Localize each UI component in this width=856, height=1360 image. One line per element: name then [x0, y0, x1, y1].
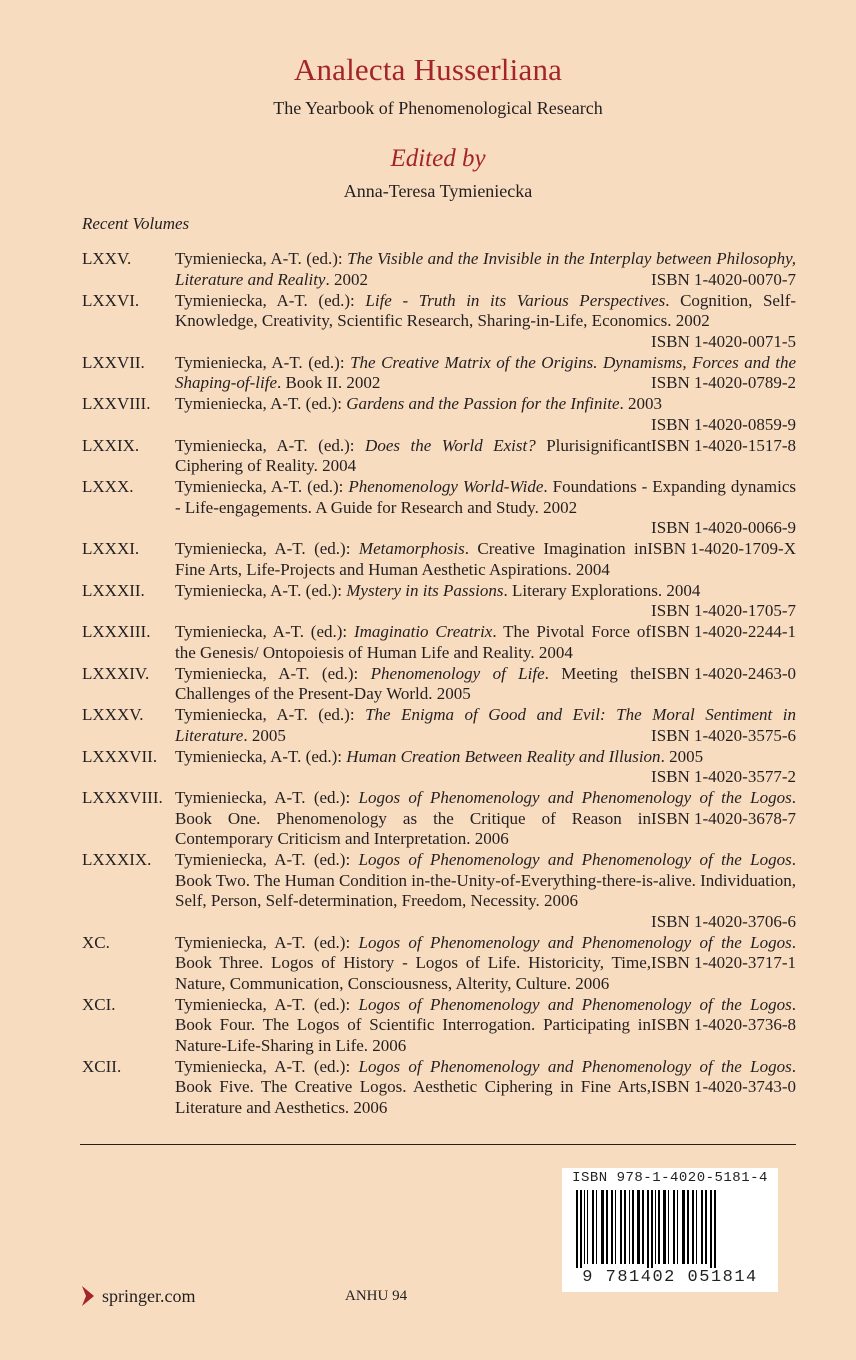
- volume-number: LXXXIX.: [82, 850, 152, 869]
- series-subtitle: The Yearbook of Phenomenological Research: [273, 98, 603, 118]
- volume-details: . 2003: [619, 394, 663, 413]
- volume-entry: [82, 705, 796, 746]
- volume-number: LXXVI.: [82, 290, 140, 310]
- volume-number: LXXV.: [82, 249, 132, 268]
- volume-author: Tymieniecka, A-T. (ed.):: [175, 435, 355, 455]
- volume-description: [175, 539, 796, 580]
- volume-isbn: ISBN 1-4020-0070-7: [651, 269, 796, 289]
- volume-entry: [82, 539, 796, 580]
- volume-title: Logos of Phenomenology and Phenomenology of the Logos: [358, 994, 792, 1014]
- volume-isbn: ISBN 1-4020-0859-9: [651, 414, 796, 434]
- volume-details: . Meeting the Challenges of the Present-Day World. 2005: [175, 663, 652, 703]
- volume-description: [175, 788, 796, 850]
- volume-number: LXXXIII.: [82, 622, 151, 641]
- volume-entry: [82, 291, 796, 353]
- volume-title: Mystery in its Passions: [346, 580, 504, 600]
- volume-number: LXXX.: [82, 477, 134, 496]
- volume-entry: [82, 747, 796, 788]
- volume-title: Metamorphosis: [358, 539, 465, 558]
- volume-author: Tymieniecka, A-T. (ed.):: [175, 580, 343, 600]
- volume-list: [82, 249, 796, 1119]
- volume-details: . Cognition, Self-Knowledge, Creativity, Scientific Research, Sharing-in-Life, Economics. 2002: [175, 290, 797, 330]
- volume-title: Life - Truth in its Various Perspectives: [365, 290, 666, 310]
- series-code: ANHU 94: [345, 1288, 408, 1304]
- divider: [80, 1144, 796, 1145]
- volume-details: . 2005: [660, 746, 704, 766]
- volume-isbn: ISBN 1-4020-3717-1: [651, 953, 796, 972]
- volume-isbn: ISBN 1-4020-3575-6: [651, 725, 796, 745]
- volume-entry: [82, 394, 796, 435]
- volume-isbn: ISBN 1-4020-0789-2: [651, 373, 796, 392]
- volume-isbn: ISBN 1-4020-2244-1: [651, 622, 796, 641]
- volume-number: LXXVIII.: [82, 394, 151, 413]
- barcode-digits: 9 781402 051814: [562, 1268, 778, 1287]
- volume-details: . 2005: [243, 725, 286, 745]
- volume-details: . Book Three. Logos of History - Logos of Life. Historicity, Time, Nature, Communication, Consciousness, Alterity, Culture. 2006: [175, 932, 797, 993]
- volume-number: XC.: [82, 932, 110, 952]
- volume-description: [175, 353, 796, 394]
- editor-name: Anna-Teresa Tymieniecka: [343, 181, 533, 201]
- volume-isbn: ISBN 1-4020-0071-5: [651, 331, 796, 351]
- volume-author: Tymieniecka, A-T. (ed.):: [175, 788, 351, 807]
- volume-number: LXXXVII.: [82, 746, 158, 766]
- volume-entry: [82, 353, 796, 394]
- publisher-url[interactable]: springer.com: [102, 1285, 196, 1306]
- volume-author: Tymieniecka, A-T. (ed.):: [175, 622, 348, 641]
- recent-volumes-label: Recent Volumes: [82, 214, 190, 233]
- volume-entry: [82, 436, 796, 477]
- volume-description: [175, 622, 796, 663]
- volume-isbn: ISBN 1-4020-3736-8: [651, 1015, 796, 1034]
- volume-details: . Book Two. The Human Condition in-the-Unity-of-Everything-there-is-alive. Individuation, Self, Person, Self-determination, Freedom, Necessity. 2006: [175, 850, 797, 910]
- volume-details: . Book Five. The Creative Logos. Aesthetic Ciphering in Fine Arts, Literature and Aesthetics. 2006: [175, 1056, 797, 1117]
- volume-author: Tymieniecka, A-T. (ed.):: [175, 290, 355, 310]
- volume-details: . Creative Imagination in Fine Arts, Life-Projects and Human Aesthetic Aspirations. 2004: [175, 539, 648, 579]
- volume-title: The Enigma of Good and Evil: The Moral Sentiment in Literature: [175, 705, 796, 745]
- edited-by-heading: Edited by: [390, 145, 486, 172]
- volume-description: [175, 291, 796, 353]
- volume-description: [175, 747, 796, 788]
- volume-isbn: ISBN 1-4020-2463-0: [651, 663, 796, 683]
- volume-details: . Literary Explorations. 2004: [503, 580, 701, 600]
- volume-author: Tymieniecka, A-T. (ed.):: [175, 394, 343, 413]
- volume-entry: [82, 933, 796, 995]
- barcode-bars-icon: [576, 1190, 764, 1270]
- volume-title: Phenomenology World-Wide: [348, 477, 544, 496]
- volume-description: [175, 1057, 796, 1119]
- volume-title: The Creative Matrix of the Origins. Dynamisms, Forces and the Shaping-of-life: [175, 352, 796, 392]
- volume-title: Does the World Exist?: [365, 435, 536, 455]
- volume-author: Tymieniecka, A-T. (ed.):: [175, 539, 351, 558]
- volume-author: Tymieniecka, A-T. (ed.):: [175, 1056, 351, 1076]
- volume-description: [175, 249, 796, 290]
- volume-isbn: ISBN 1-4020-3706-6: [651, 911, 796, 931]
- volume-title: Imaginatio Creatrix: [353, 622, 493, 641]
- barcode-isbn-text: ISBN 978-1-4020-5181-4: [572, 1170, 768, 1186]
- volume-author: Tymieniecka, A-T. (ed.):: [175, 932, 351, 952]
- volume-details: . Book II. 2002: [276, 373, 381, 392]
- barcode: [562, 1168, 778, 1292]
- volume-number: LXXXI.: [82, 539, 140, 558]
- volume-details: Plurisignificant Ciphering of Reality. 2004: [175, 435, 652, 475]
- volume-title: Logos of Phenomenology and Phenomenology of the Logos: [358, 1056, 792, 1076]
- volume-details: . The Pivotal Force of the Genesis/ Ontopoiesis of Human Life and Reality. 2004: [175, 622, 652, 662]
- volume-isbn: ISBN 1-4020-3743-0: [651, 1077, 796, 1096]
- volume-details: . Book Four. The Logos of Scientific Interrogation. Participating in Nature-Life-Sharing in Life. 2006: [175, 994, 797, 1055]
- volume-number: XCII.: [82, 1056, 122, 1076]
- volume-title: Gardens and the Passion for the Infinite: [346, 394, 620, 413]
- volume-details: . Book One. Phenomenology as the Critique of Reason in Contemporary Criticism and Interpretation. 2006: [175, 788, 797, 848]
- volume-author: Tymieniecka, A-T. (ed.):: [175, 663, 359, 683]
- volume-author: Tymieniecka, A-T. (ed.):: [175, 994, 351, 1014]
- volume-description: [175, 995, 796, 1057]
- volume-description: [175, 581, 796, 622]
- volume-description: [175, 664, 796, 705]
- volume-entry: [82, 995, 796, 1057]
- volume-entry: [82, 622, 796, 663]
- volume-isbn: ISBN 1-4020-3678-7: [651, 808, 796, 828]
- volume-number: LXXIX.: [82, 435, 140, 455]
- volume-title: Logos of Phenomenology and Phenomenology of the Logos: [358, 850, 792, 869]
- volume-isbn: ISBN 1-4020-0066-9: [651, 518, 796, 537]
- volume-author: Tymieniecka, A-T. (ed.):: [175, 352, 345, 372]
- volume-entry: [82, 788, 796, 850]
- volume-isbn: ISBN 1-4020-1517-8: [651, 435, 796, 455]
- volume-number: LXXXV.: [82, 705, 144, 724]
- volume-entry: [82, 477, 796, 539]
- springer-logo[interactable]: [80, 1284, 195, 1308]
- volume-author: Tymieniecka, A-T. (ed.):: [175, 705, 355, 724]
- volume-number: LXXXIV.: [82, 663, 150, 683]
- volume-number: LXXVII.: [82, 352, 145, 372]
- volume-description: [175, 850, 796, 932]
- volume-description: [175, 705, 796, 746]
- volume-isbn: ISBN 1-4020-1705-7: [651, 601, 796, 620]
- volume-entry: [82, 1057, 796, 1119]
- series-title: Analecta Husserliana: [293, 52, 563, 87]
- volume-author: Tymieniecka, A-T. (ed.):: [175, 249, 343, 268]
- volume-number: XCI.: [82, 994, 116, 1014]
- volume-entry: [82, 581, 796, 622]
- volume-author: Tymieniecka, A-T. (ed.):: [175, 477, 344, 496]
- volume-description: [175, 933, 796, 995]
- volume-title: Phenomenology of Life: [370, 663, 545, 683]
- volume-title: Logos of Phenomenology and Phenomenology of the Logos: [358, 788, 792, 807]
- volume-details: . 2002: [325, 269, 368, 289]
- volume-isbn: ISBN 1-4020-1709-X: [647, 539, 796, 558]
- volume-number: LXXXII.: [82, 580, 145, 600]
- volume-title: Human Creation Between Reality and Illusion: [346, 746, 661, 766]
- volume-title: Logos of Phenomenology and Phenomenology of the Logos: [358, 932, 792, 952]
- volume-isbn: ISBN 1-4020-3577-2: [651, 767, 796, 786]
- springer-arrow-icon: [80, 1284, 96, 1308]
- volume-entry: [82, 249, 796, 290]
- volume-number: LXXXVIII.: [82, 788, 163, 807]
- volume-entry: [82, 850, 796, 932]
- volume-entry: [82, 664, 796, 705]
- volume-details: . Foundations - Expanding dynamics - Life-engagements. A Guide for Research and Study. 2002: [175, 477, 796, 517]
- volume-description: [175, 477, 796, 539]
- volume-author: Tymieniecka, A-T. (ed.):: [175, 850, 351, 869]
- volume-description: [175, 436, 796, 477]
- volume-title: The Visible and the Invisible in the Interplay between Philosophy, Literature and Reality: [175, 249, 797, 289]
- volume-description: [175, 394, 796, 435]
- volume-author: Tymieniecka, A-T. (ed.):: [175, 746, 343, 766]
